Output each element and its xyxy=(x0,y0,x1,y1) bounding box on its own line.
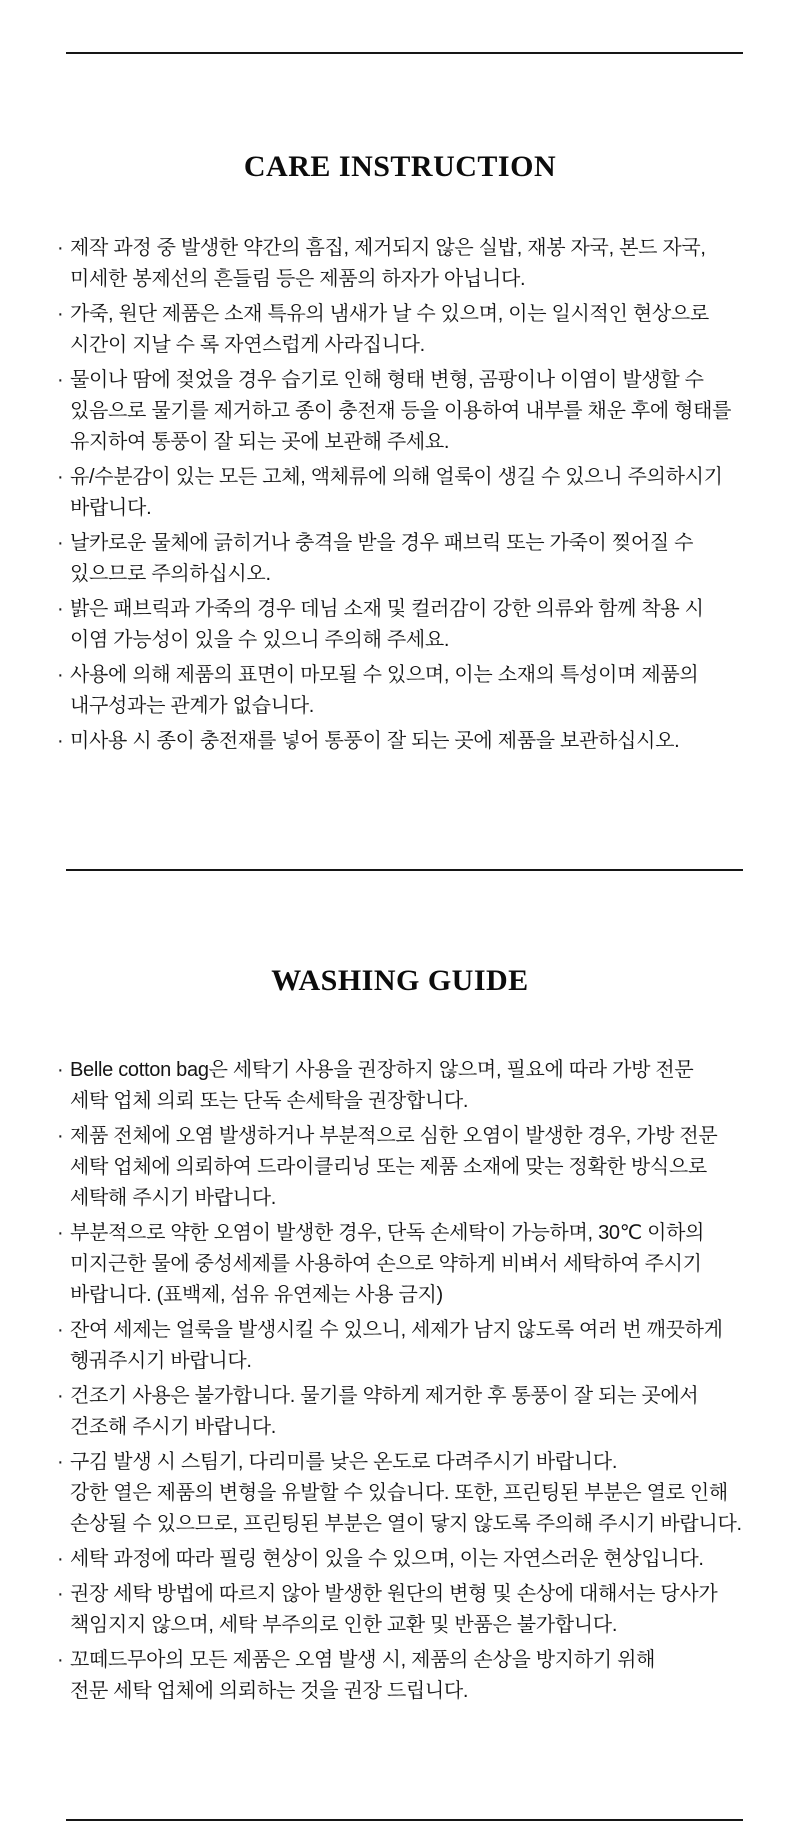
care-item xyxy=(57,594,770,656)
washing-item xyxy=(57,1447,770,1540)
washing-item-text: 잔여 세제는 얼룩을 발생시킬 수 있으니, 세제가 남지 않도록 여러 번 깨끗하게 헹궈주시기 바랍니다. xyxy=(70,1319,723,1372)
care-item xyxy=(57,299,770,361)
bullet-dot: · xyxy=(57,1059,64,1081)
bottom-divider xyxy=(66,1819,743,1821)
bullet-dot: · xyxy=(57,532,64,554)
washing-item-text: Belle cotton bag은 세탁기 사용을 권장하지 않으며, 필요에 따라 가방 전문 세탁 업체 의뢰 또는 단독 손세탁을 권장합니다. xyxy=(70,1059,694,1112)
bullet-dot: · xyxy=(57,369,64,391)
bullet-dot: · xyxy=(57,1649,64,1671)
care-item xyxy=(57,462,770,524)
washing-item-text: 부분적으로 약한 오염이 발생한 경우, 단독 손세탁이 가능하며, 30℃ 이하의 미지근한 물에 중성세제를 사용하여 손으로 약하게 비벼서 세탁하여 주시기 바랍니다. (표백제, 섬유 유연제는 사용 금지) xyxy=(70,1222,705,1306)
washing-item xyxy=(57,1544,770,1575)
bullet-dot: · xyxy=(57,237,64,259)
bullet-dot: · xyxy=(57,1385,64,1407)
bullet-dot: · xyxy=(57,1583,64,1605)
bullet-dot: · xyxy=(57,1548,64,1570)
care-items-list xyxy=(0,233,800,757)
care-section xyxy=(0,149,800,757)
bullet-dot: · xyxy=(57,1319,64,1341)
care-item xyxy=(57,660,770,722)
washing-item-text: 건조기 사용은 불가합니다. 물기를 약하게 제거한 후 통풍이 잘 되는 곳에서 건조해 주시기 바랍니다. xyxy=(70,1385,699,1438)
care-item xyxy=(57,233,770,295)
bullet-dot: · xyxy=(57,730,64,752)
care-item xyxy=(57,726,770,757)
bullet-dot: · xyxy=(57,664,64,686)
washing-item-text: 제품 전체에 오염 발생하거나 부분적으로 심한 오염이 발생한 경우, 가방 전문 세탁 업체에 의뢰하여 드라이클리닝 또는 제품 소재에 맞는 정확한 방식으로 세탁해 주시기 바랍니다. xyxy=(70,1125,718,1209)
top-divider xyxy=(66,52,743,54)
washing-item xyxy=(57,1218,770,1311)
washing-item xyxy=(57,1315,770,1377)
washing-item-text: 꼬떼드무아의 모든 제품은 오염 발생 시, 제품의 손상을 방지하기 위해 전문 세탁 업체에 의뢰하는 것을 권장 드립니다. xyxy=(70,1649,656,1702)
bullet-dot: · xyxy=(57,303,64,325)
care-item-text: 밝은 패브릭과 가죽의 경우 데님 소재 및 컬러감이 강한 의류와 함께 착용 시 이염 가능성이 있을 수 있으니 주의해 주세요. xyxy=(70,598,704,651)
washing-item xyxy=(57,1121,770,1214)
bullet-dot: · xyxy=(57,466,64,488)
washing-item xyxy=(57,1055,770,1117)
care-item-text: 유/수분감이 있는 모든 고체, 액체류에 의해 얼룩이 생길 수 있으니 주의하시기 바랍니다. xyxy=(70,466,723,519)
bullet-dot: · xyxy=(57,598,64,620)
washing-section xyxy=(0,963,800,1707)
care-item-text: 가죽, 원단 제품은 소재 특유의 냄새가 날 수 있으며, 이는 일시적인 현상으로 시간이 지날 수 록 자연스럽게 사라집니다. xyxy=(70,303,709,356)
care-item xyxy=(57,365,770,458)
care-section-title: CARE INSTRUCTION xyxy=(243,150,557,183)
section-divider xyxy=(66,869,743,871)
bullet-dot: · xyxy=(57,1222,64,1244)
bullet-dot: · xyxy=(57,1125,64,1147)
care-item-text: 제작 과정 중 발생한 약간의 흠집, 제거되지 않은 실밥, 재봉 자국, 본드 자국, 미세한 봉제선의 흔들림 등은 제품의 하자가 아닙니다. xyxy=(70,237,706,290)
bullet-dot: · xyxy=(57,1451,64,1473)
care-item-text: 사용에 의해 제품의 표면이 마모될 수 있으며, 이는 소재의 특성이며 제품의 내구성과는 관계가 없습니다. xyxy=(70,664,699,717)
care-item xyxy=(57,528,770,590)
washing-item-text: 구김 발생 시 스팀기, 다리미를 낮은 온도로 다려주시기 바랍니다. 강한 열은 제품의 변형을 유발할 수 있습니다. 또한, 프린팅된 부분은 열로 인해 손상될 수 있으므로, 프린팅된 부분은 열이 닿지 않도록 주의해 주시기 바랍니다. xyxy=(70,1451,742,1535)
washing-items-list xyxy=(0,1055,800,1707)
washing-section-title: WASHING GUIDE xyxy=(271,964,529,997)
care-item-text: 미사용 시 종이 충전재를 넣어 통풍이 잘 되는 곳에 제품을 보관하십시오. xyxy=(70,730,680,752)
care-item-text: 물이나 땀에 젖었을 경우 습기로 인해 형태 변형, 곰팡이나 이염이 발생할 수 있음으로 물기를 제거하고 종이 충전재 등을 이용하여 내부를 채운 후에 형태를 유지하여 통풍이 잘 되는 곳에 보관해 주세요. xyxy=(70,369,732,453)
washing-item xyxy=(57,1645,770,1707)
washing-item xyxy=(57,1579,770,1641)
washing-item-text: 권장 세탁 방법에 따르지 않아 발생한 원단의 변형 및 손상에 대해서는 당사가 책임지지 않으며, 세탁 부주의로 인한 교환 및 반품은 불가합니다. xyxy=(70,1583,718,1636)
washing-item-text: 세탁 과정에 따라 필링 현상이 있을 수 있으며, 이는 자연스러운 현상입니다. xyxy=(70,1548,704,1570)
washing-item xyxy=(57,1381,770,1443)
care-item-text: 날카로운 물체에 긁히거나 충격을 받을 경우 패브릭 또는 가죽이 찢어질 수 있으므로 주의하십시오. xyxy=(70,532,694,585)
